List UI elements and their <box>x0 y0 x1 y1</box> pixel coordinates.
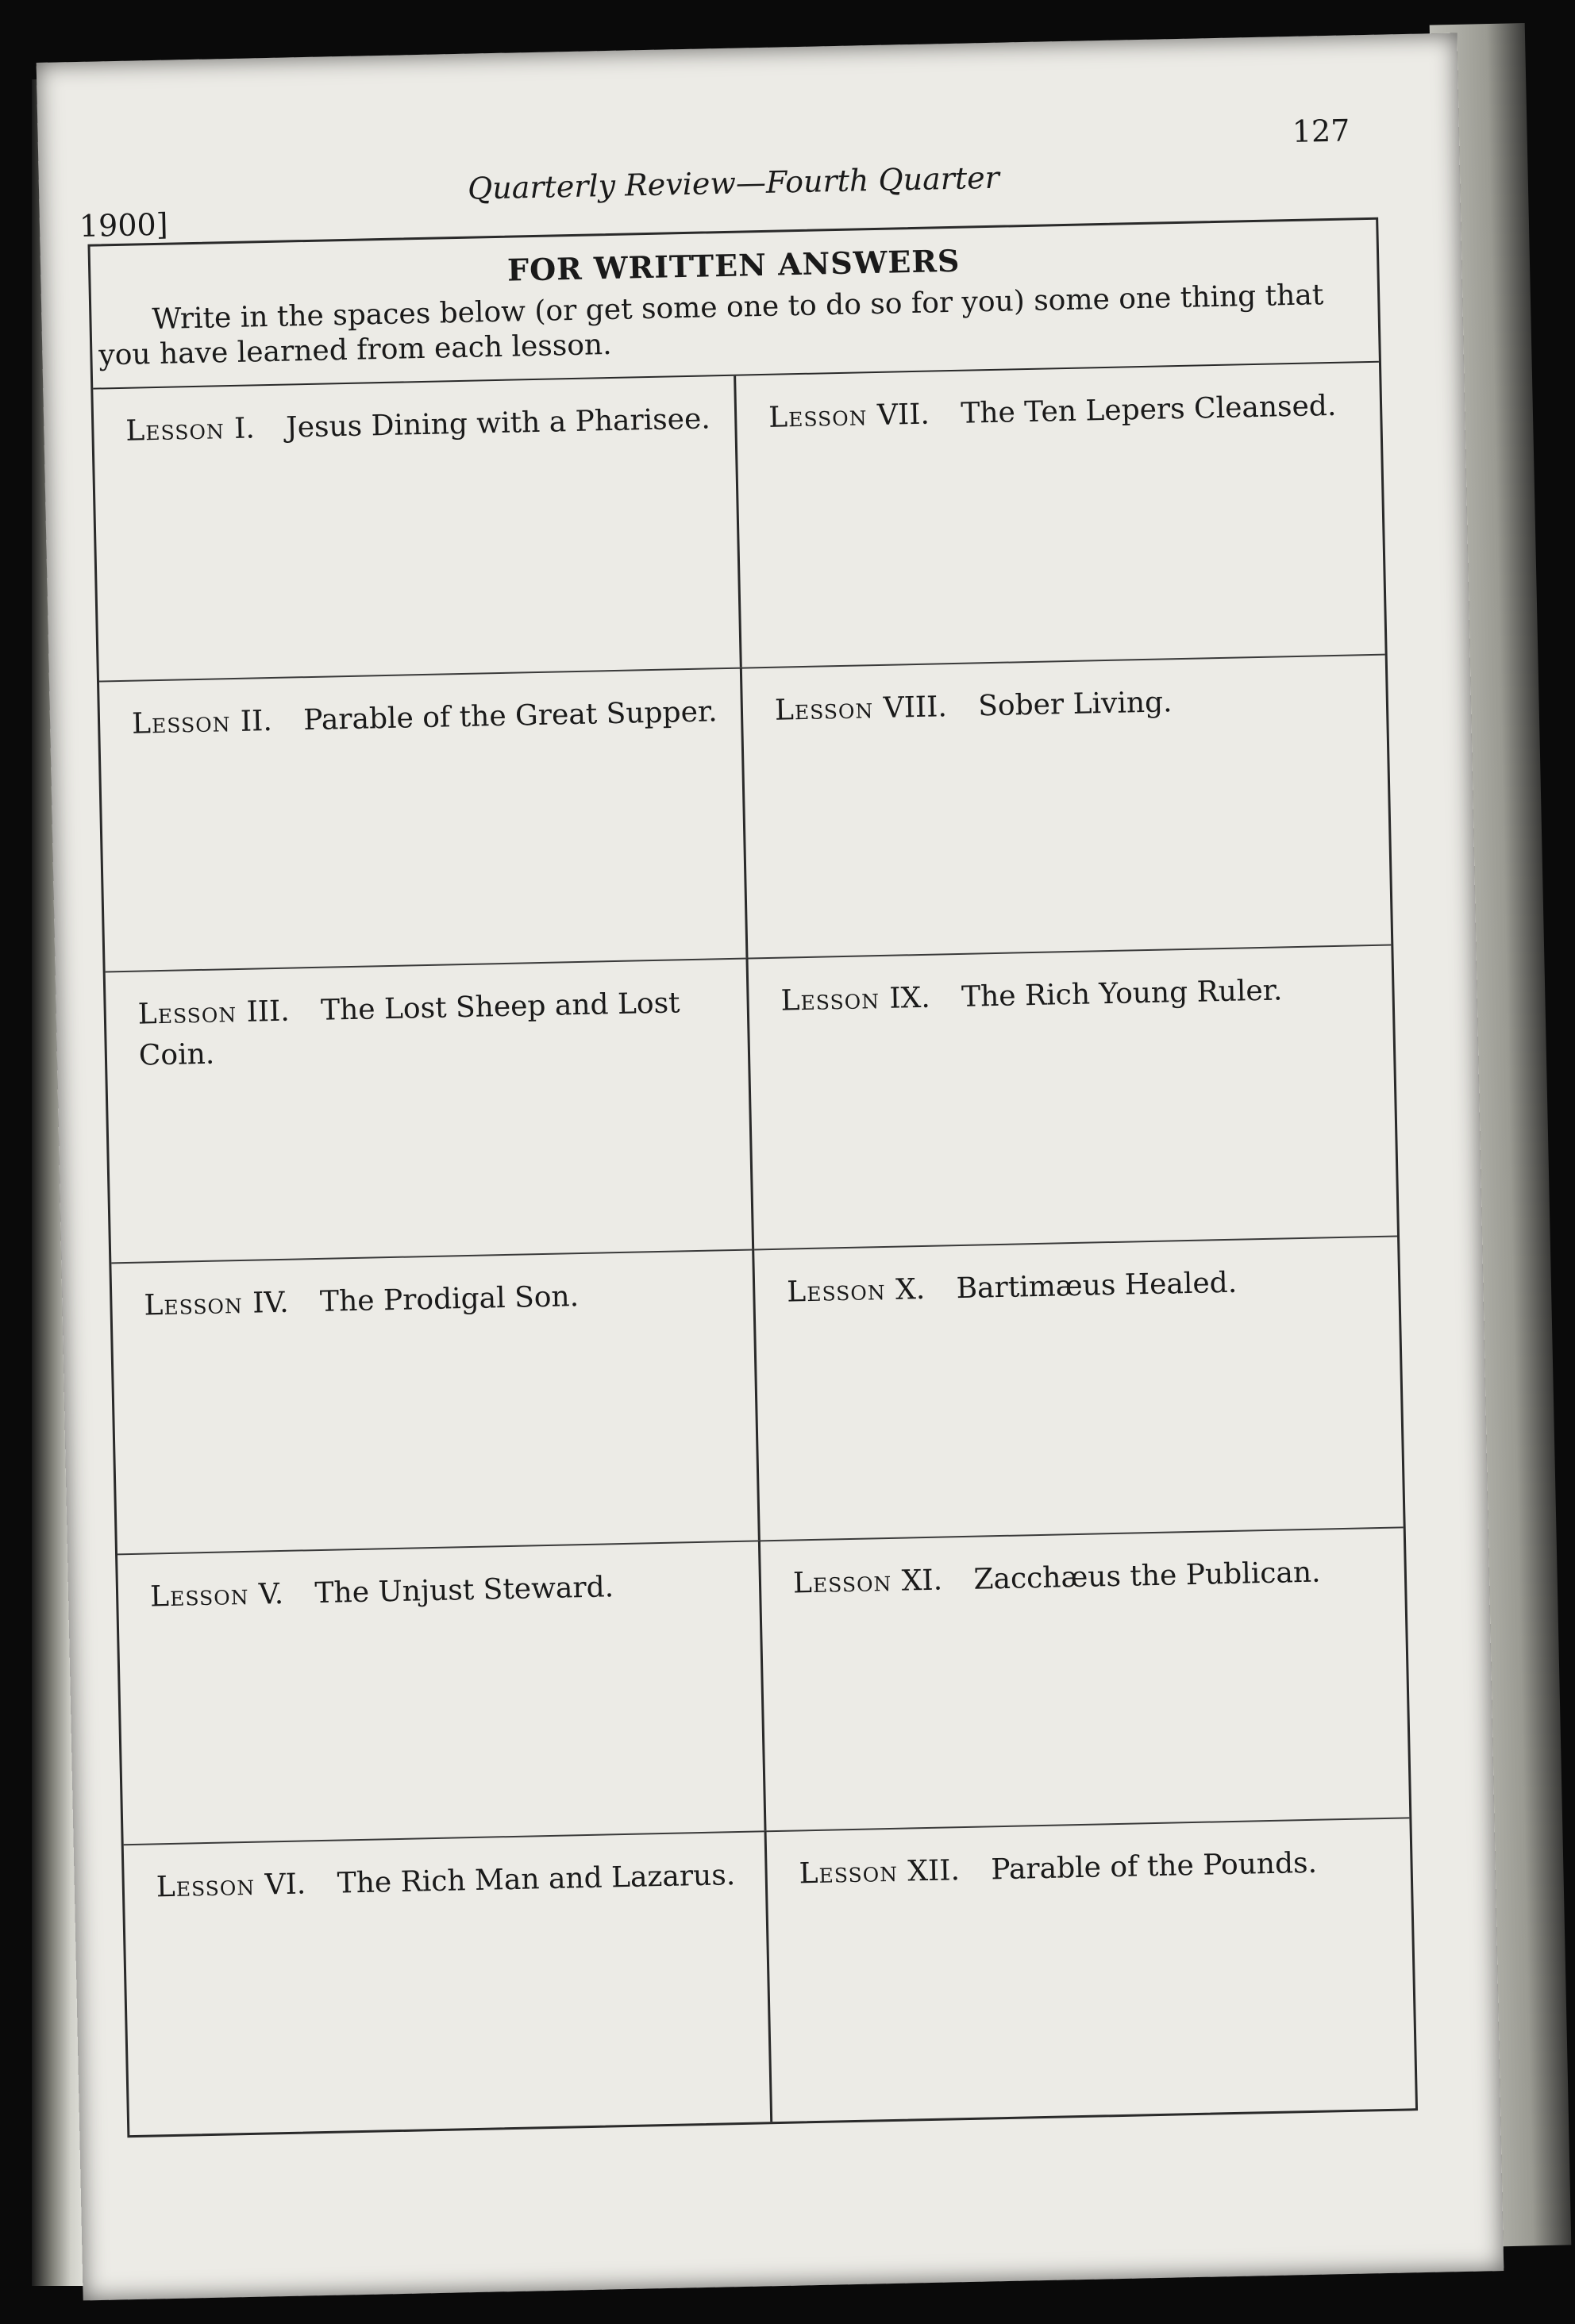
lesson-title: The Rich Young Ruler. <box>961 974 1283 1014</box>
lesson-cell[interactable] <box>124 1831 773 2136</box>
lesson-cell[interactable] <box>99 667 749 972</box>
lesson-title: Parable of the Pounds. <box>990 1847 1318 1887</box>
lesson-cell[interactable] <box>767 1818 1416 2122</box>
lesson-title: Zacchæus the Publican. <box>973 1556 1321 1596</box>
lesson-word: Lesson <box>786 1273 896 1309</box>
lesson-cell[interactable] <box>748 945 1397 1249</box>
lesson-title: Sober Living. <box>977 685 1173 723</box>
lesson-word: Lesson <box>131 705 241 741</box>
lesson-grid <box>93 363 1415 2135</box>
running-title: Quarterly Review—Fourth Quarter <box>467 160 1000 206</box>
book-page <box>37 33 1504 2301</box>
lesson-number: I. <box>233 412 256 445</box>
lesson-word: Lesson <box>149 1578 260 1614</box>
lesson-cell[interactable] <box>742 653 1392 958</box>
instructions-text: Write in the spaces below (or get some one to do so for you) some one thing that you have learned from each lesson. <box>98 279 1324 372</box>
lesson-cell[interactable] <box>761 1526 1410 1831</box>
lesson-title: The Lost Sheep and Lost Coin. <box>138 987 680 1072</box>
lesson-number: IV. <box>252 1286 290 1320</box>
lesson-cell[interactable] <box>93 376 742 681</box>
lesson-number: VIII. <box>883 690 948 725</box>
lesson-title: Parable of the Great Supper. <box>302 695 718 737</box>
lesson-title: The Unjust Steward. <box>314 1570 614 1610</box>
lesson-word: Lesson <box>137 996 248 1031</box>
lesson-title: The Prodigal Son. <box>319 1280 580 1318</box>
section-heading: FOR WRITTEN ANSWERS <box>506 242 961 288</box>
lesson-number: VII. <box>876 398 930 432</box>
answers-frame <box>87 217 1418 2138</box>
lesson-cell[interactable] <box>106 958 755 1263</box>
lesson-word: Lesson <box>156 1868 266 1904</box>
lesson-word: Lesson <box>799 1855 908 1891</box>
lesson-word: Lesson <box>144 1287 253 1322</box>
lesson-title: The Rich Man and Lazarus. <box>337 1859 736 1900</box>
lesson-cell[interactable] <box>117 1540 767 1845</box>
lesson-number: III. <box>246 995 291 1029</box>
page-year: 1900] <box>79 206 168 244</box>
lesson-number: XI. <box>901 1564 943 1598</box>
lesson-number: IX. <box>888 982 931 1016</box>
lesson-word: Lesson <box>792 1564 903 1600</box>
lesson-title: Bartimæus Healed. <box>956 1266 1238 1306</box>
lesson-number: V. <box>258 1577 284 1611</box>
lesson-word: Lesson <box>774 691 884 727</box>
page-number: 127 <box>1292 113 1350 149</box>
lesson-word: Lesson <box>768 398 878 434</box>
lesson-cell[interactable] <box>111 1249 761 1553</box>
lesson-title: Jesus Dining with a Pharisee. <box>285 402 711 444</box>
lesson-word: Lesson <box>780 983 890 1018</box>
lesson-word: Lesson <box>125 412 235 448</box>
lesson-number: VI. <box>264 1868 306 1902</box>
lesson-number: X. <box>895 1272 926 1306</box>
lesson-number: II. <box>240 704 273 738</box>
lesson-number: XII. <box>907 1854 961 1888</box>
lesson-cell[interactable] <box>736 363 1385 668</box>
lesson-cell[interactable] <box>754 1235 1404 1540</box>
lesson-title: The Ten Lepers Cleansed. <box>960 389 1337 430</box>
